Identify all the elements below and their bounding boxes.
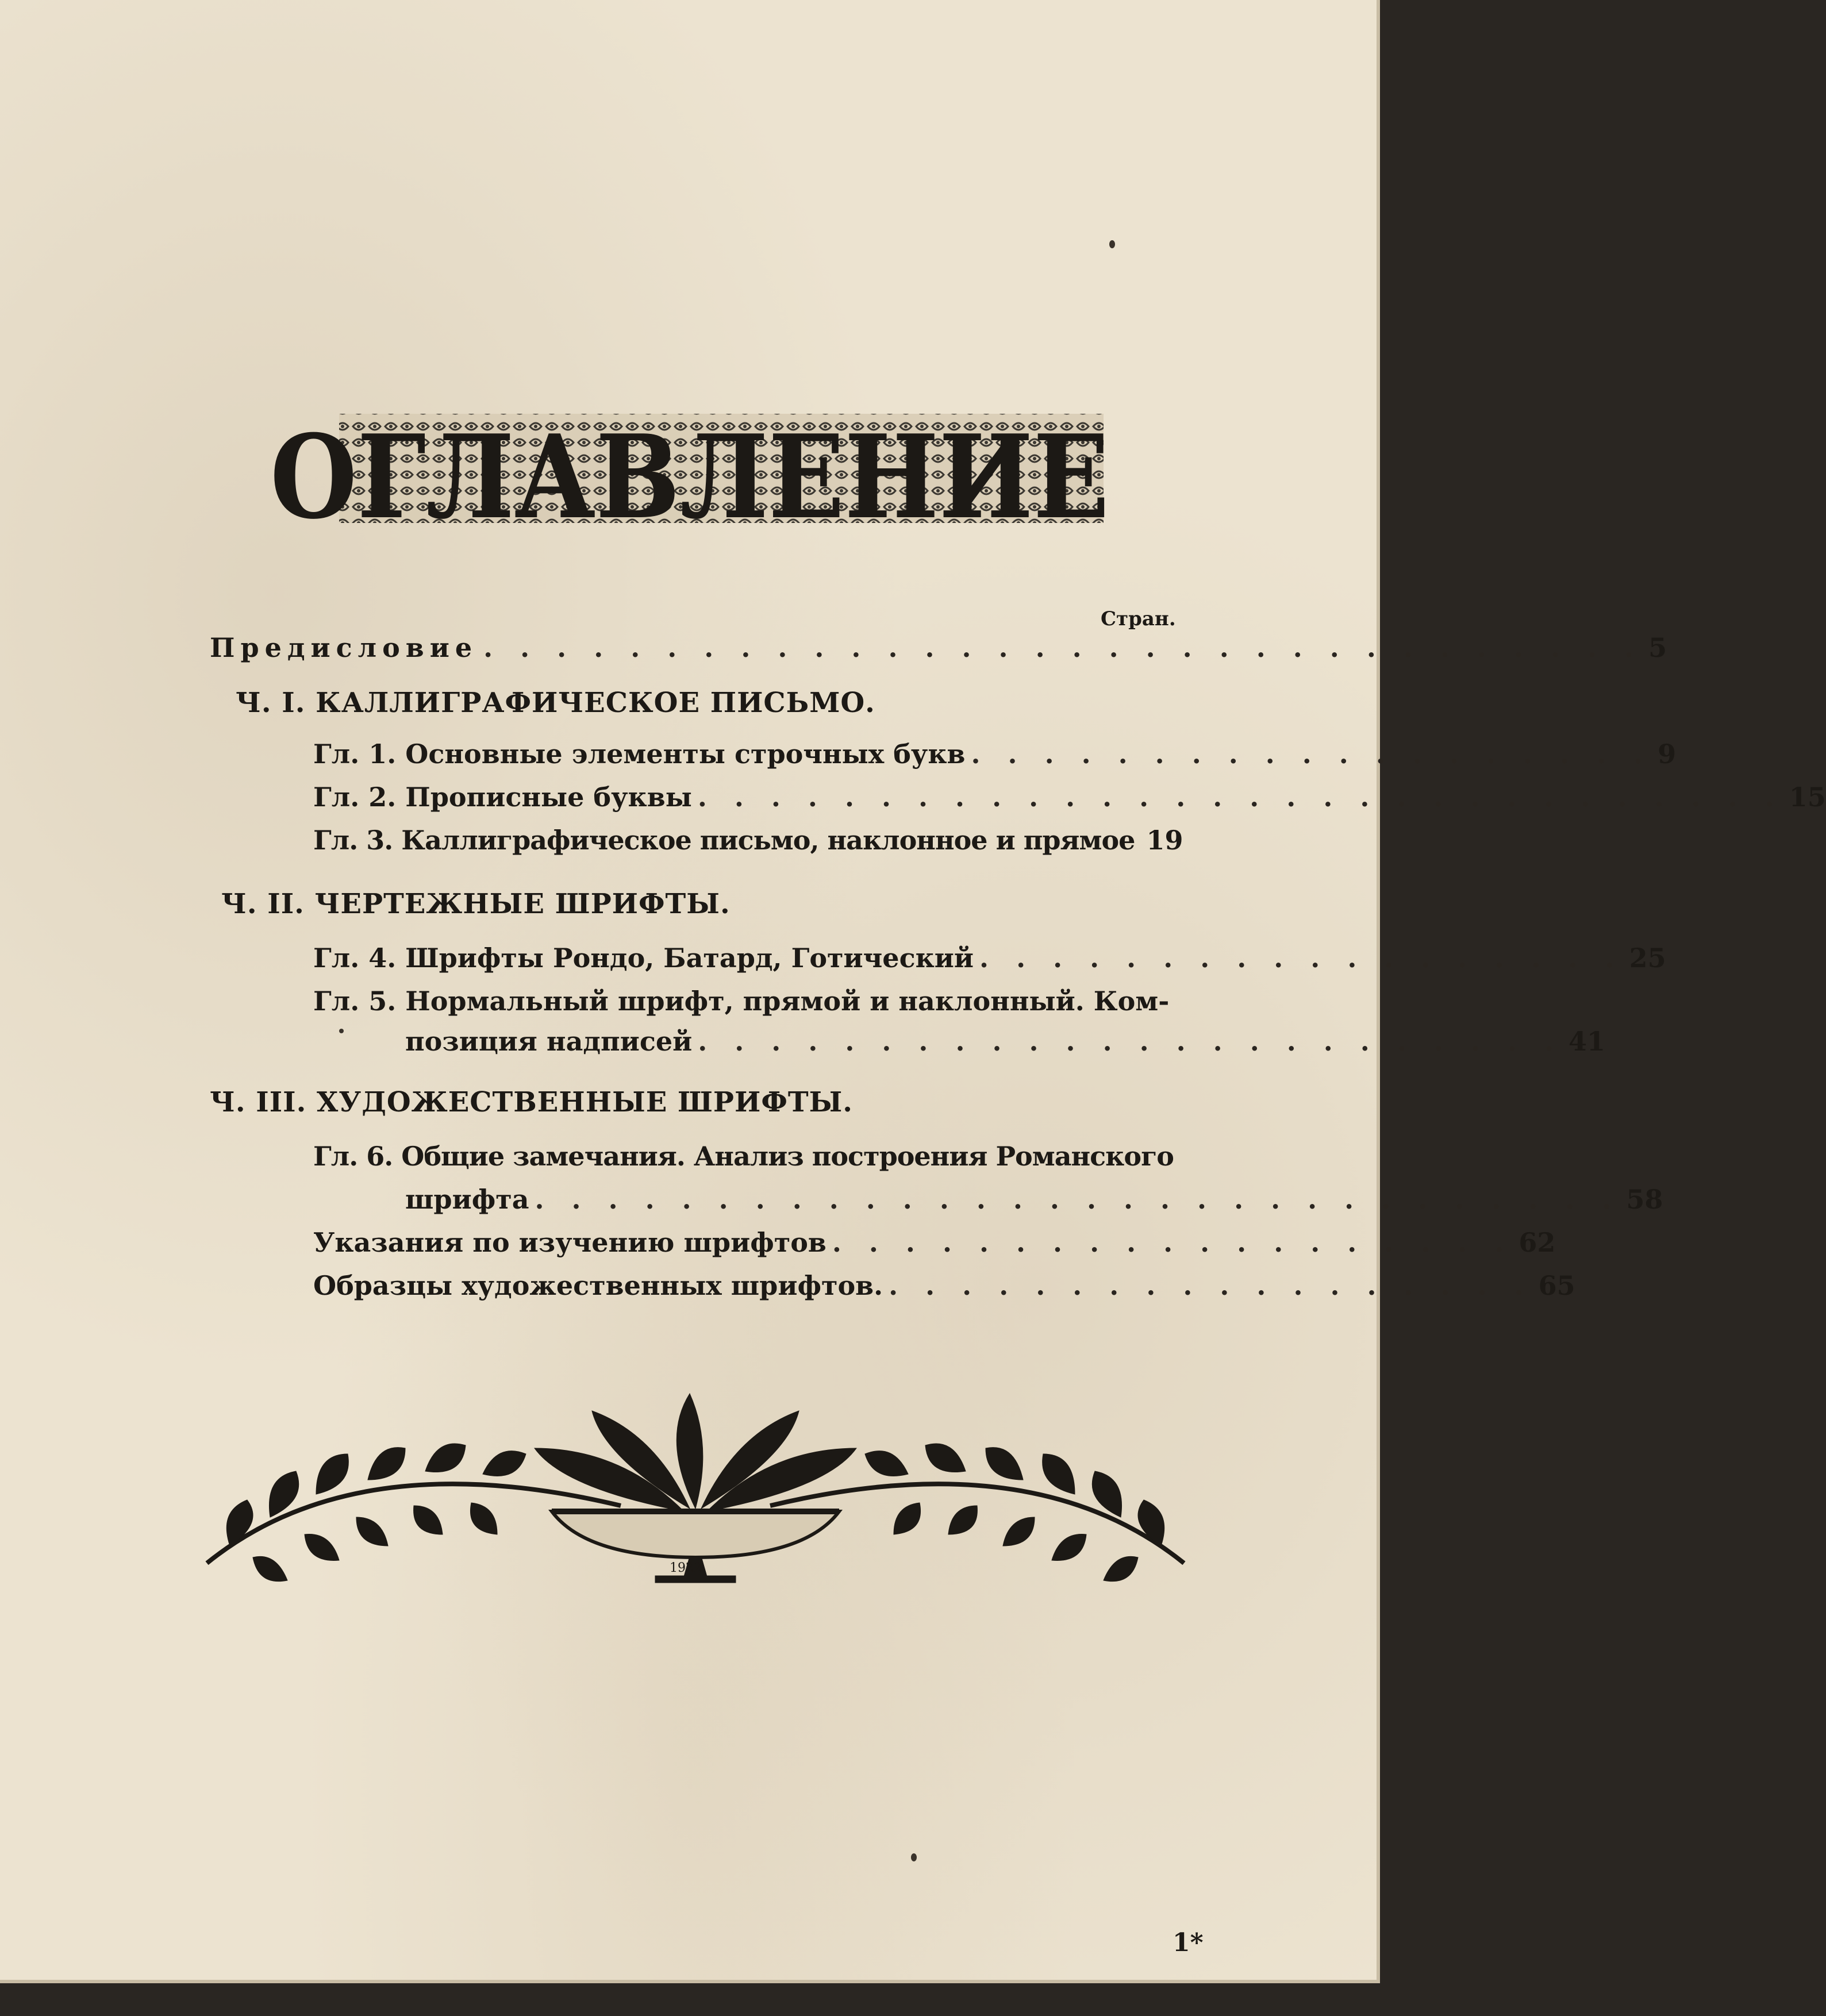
contents-title: [270, 402, 1115, 545]
leader-dots: . . . . . . . . . . . . . . . . . . . . . . . . . . . . . . . .: [483, 632, 1643, 663]
toc-entry-preface[interactable]: [210, 632, 1667, 663]
entry-page: 25: [1629, 942, 1666, 974]
leader-dots: . . . . . . . . . . . . . . . . . . . . . . . . . . . . . .: [535, 1184, 1621, 1215]
toc-entry-label-line1[interactable]: Гл. 5. Нормальный шрифт, прямой и наклонный. Ком-: [313, 986, 1170, 1017]
title-text: ОГЛАВЛЕНИЕ: [270, 410, 1109, 545]
ornament-date: 1922: [670, 1561, 702, 1575]
entry-page: 19: [1146, 825, 1183, 856]
entry-label: Гл. 3. Каллиграфическое письмо, наклонное и прямое: [313, 825, 1135, 856]
leader-dots: . . . . . . . . . . . . . . . . . .: [889, 1270, 1533, 1301]
entry-label: Гл. 2. Прописные буквы: [313, 782, 692, 813]
toc-entry[interactable]: [313, 825, 1183, 856]
entry-label: Гл. 4. Шрифты Рондо, Батард, Готический: [313, 942, 974, 974]
toc-entry[interactable]: [313, 782, 1826, 813]
entry-label: Предисловие: [210, 632, 478, 663]
entry-label: позиция надписей: [405, 1026, 693, 1057]
page-column-label: Стран.: [1101, 607, 1176, 630]
toc-entry[interactable]: [313, 942, 1666, 974]
entry-page: 15: [1789, 782, 1826, 813]
part-heading: Ч. II. ЧЕРТЕЖНЫЕ ШРИФТЫ.: [221, 888, 731, 920]
entry-label: Указания по изучению шрифтов: [313, 1227, 826, 1258]
leader-dots: . . . . . . . . . . . . . . . . . . .: [971, 738, 1652, 770]
part-heading: Ч. I. КАЛЛИГРАФИЧЕСКОЕ ПИСЬМО.: [236, 687, 875, 719]
entry-label: Образцы художественных шрифтов.: [313, 1270, 883, 1301]
entry-label: шрифта: [405, 1184, 529, 1215]
entry-label: Гл. 1. Основные элементы строчных букв: [313, 738, 966, 770]
leader-dots: . . . . . . . . . . . . . . . . . . .: [832, 1227, 1513, 1258]
entry-page: 62: [1519, 1227, 1556, 1258]
leader-dots: . . . . . . . . . . . . . . . . . . . . . . . . . . . . . .: [697, 782, 1783, 813]
page-number: 1*: [1173, 1928, 1204, 1957]
toc-entry-continuation[interactable]: [405, 1184, 1663, 1215]
entry-page: 65: [1538, 1270, 1575, 1301]
paper-speck: [1109, 240, 1115, 248]
toc-entry-continuation[interactable]: [405, 1026, 1605, 1057]
leader-dots: . . . . . . . . . . . . . . . . . . . . . . . .: [698, 1026, 1563, 1057]
entry-page: 41: [1568, 1026, 1605, 1057]
toc-entry-label-line1[interactable]: Гл. 6. Общие замечания. Анализ построения Романского: [313, 1141, 1174, 1172]
toc-entry[interactable]: [313, 1270, 1575, 1301]
toc-entry[interactable]: [313, 738, 1677, 770]
toc-entry[interactable]: [313, 1227, 1556, 1258]
entry-page: 58: [1626, 1184, 1663, 1215]
paper-speck: [911, 1853, 917, 1861]
leaf-bowl-ornament: [184, 1374, 1207, 1598]
paper-speck: [339, 1029, 344, 1033]
leader-dots: . . . . . . . . . . . . . . . . . .: [979, 942, 1624, 974]
entry-page: 5: [1648, 632, 1667, 663]
part-heading: Ч. III. ХУДОЖЕСТВЕННЫЕ ШРИФТЫ.: [210, 1086, 853, 1118]
entry-page: 9: [1658, 738, 1677, 770]
